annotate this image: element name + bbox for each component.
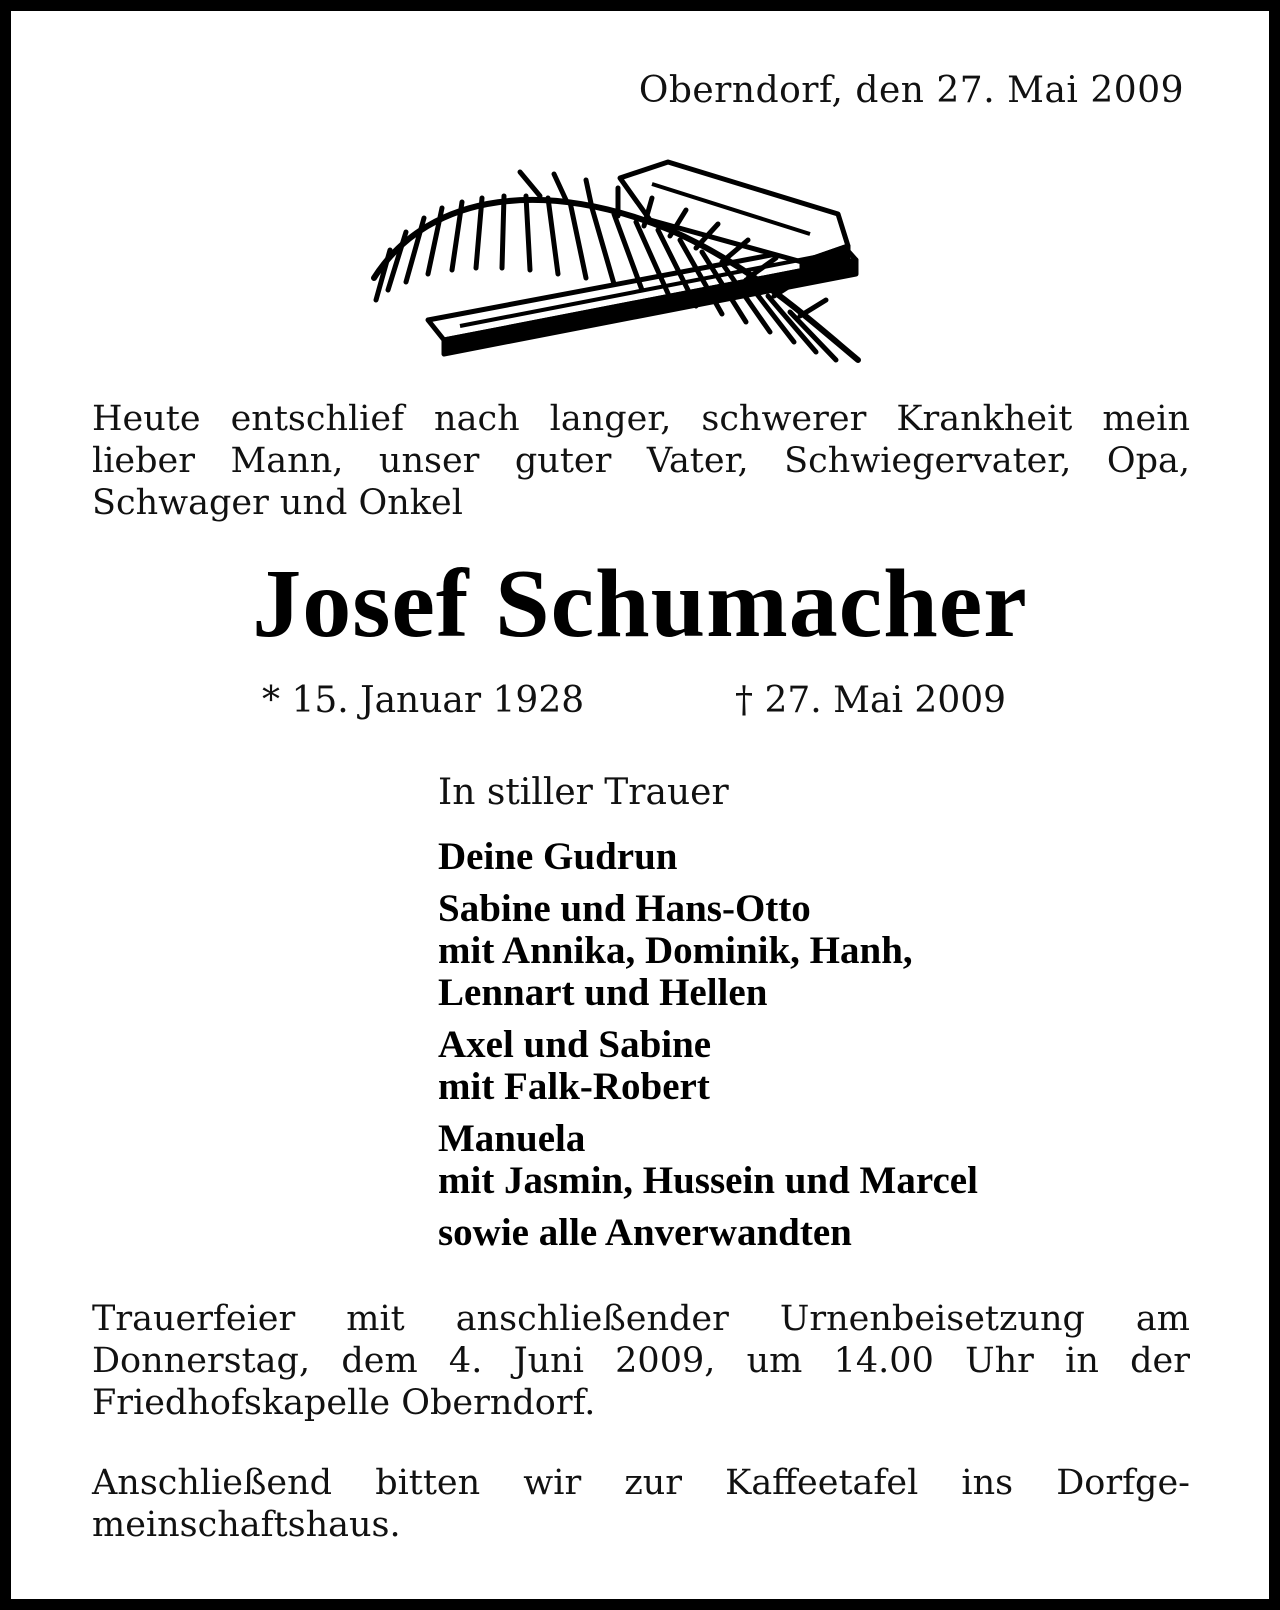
place-date: Oberndorf, den 27. Mai 2009: [638, 70, 1184, 111]
death-date: † 27. Mai 2009: [735, 680, 1007, 721]
mourner-group: [438, 1118, 1198, 1202]
mourner-line: Axel und Sabine: [438, 1023, 712, 1066]
funeral-details: [92, 1298, 1190, 1424]
mourner-line: Manuela: [438, 1117, 586, 1160]
intro-line: lieber Mann, unser guter Vater, Schwiegervater, Opa,: [92, 441, 1190, 481]
mourner-group: [438, 1024, 1198, 1108]
funeral-line: Donnerstag, dem 4. Juni 2009, um 14.00 Uhr in der: [92, 1341, 1190, 1381]
mourner-group: [438, 1212, 1198, 1254]
mourner-group: [438, 836, 1198, 878]
mourner-line: mit Annika, Dominik, Hanh,: [438, 929, 913, 972]
reception-line: meinschaftshaus.: [92, 1505, 401, 1545]
intro-line: Schwager und Onkel: [92, 483, 463, 523]
deceased-name: Josef Schumacher: [252, 550, 1028, 658]
intro-text: [92, 398, 1190, 524]
reception-line: Anschließend bitten wir zur Kaffeetafel ins Dorfge-: [92, 1463, 1190, 1503]
mourner-line: Lennart und Hellen: [438, 971, 768, 1014]
mourner-line: mit Jasmin, Hussein und Marcel: [438, 1159, 978, 1202]
mourning-heading: In stiller Trauer: [438, 772, 729, 813]
mourner-line: Deine Gudrun: [438, 835, 678, 878]
mourner-group: [438, 888, 1198, 1014]
mourner-line: sowie alle Anverwandten: [438, 1211, 852, 1254]
funeral-line: Friedhofskapelle Oberndorf.: [92, 1383, 596, 1423]
cross-with-palm-frond-icon: [370, 150, 890, 390]
mourner-line: mit Falk-Robert: [438, 1065, 710, 1108]
intro-line: Heute entschlief nach langer, schwerer Krankheit mein: [92, 399, 1190, 439]
mourner-line: Sabine und Hans-Otto: [438, 887, 811, 930]
reception-details: [92, 1462, 1190, 1546]
birth-date: * 15. Januar 1928: [262, 680, 585, 721]
mourners-list: [438, 836, 1198, 1264]
funeral-line: Trauerfeier mit anschließender Urnenbeisetzung am: [92, 1299, 1190, 1339]
